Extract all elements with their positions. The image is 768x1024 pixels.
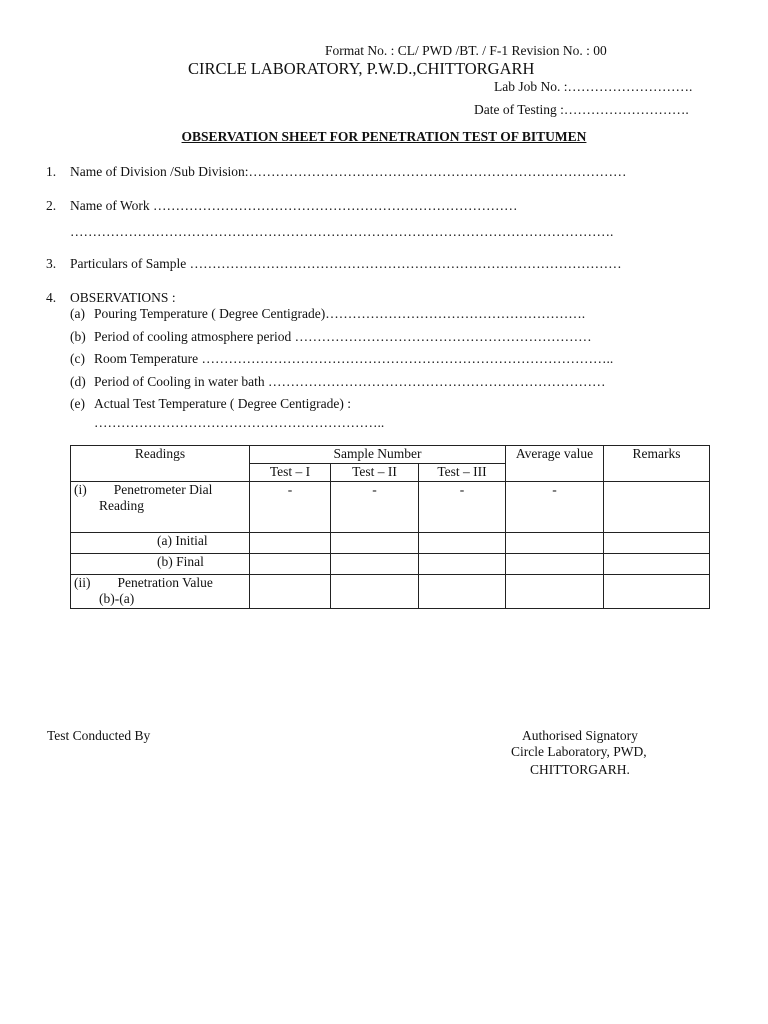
remarks-cell bbox=[604, 575, 710, 609]
final-reading-label: (b) Final bbox=[71, 554, 250, 575]
initial-reading-label: (a) Initial bbox=[71, 533, 250, 554]
test-conducted-by: Test Conducted By bbox=[47, 728, 151, 743]
readings-table bbox=[70, 445, 710, 609]
work-name-continuation: …………………………………………………………………………………………………………. bbox=[70, 224, 614, 239]
penetrometer-dial-label-line1: (i) Penetrometer Dial bbox=[74, 482, 213, 497]
water-bath-cooling-field: Period of Cooling in water bath ………………………………………………………………… bbox=[94, 374, 606, 389]
test-2-header: Test – II bbox=[331, 464, 419, 482]
authorised-signatory: Authorised Signatory bbox=[522, 728, 638, 743]
test-3-header: Test – III bbox=[419, 464, 506, 482]
work-name-field: Name of Work ……………………………………………………………………… bbox=[70, 198, 518, 213]
test-3-cell bbox=[419, 533, 506, 554]
observation-letter: (c) bbox=[70, 351, 85, 366]
observation-letter: (a) bbox=[70, 306, 85, 321]
penetration-value-label bbox=[71, 575, 250, 609]
item-number: 4. bbox=[46, 290, 57, 305]
observation-letter: (d) bbox=[70, 374, 86, 389]
date-of-testing-field: Date of Testing :………………………. bbox=[474, 102, 689, 117]
observation-letter: (b) bbox=[70, 329, 86, 344]
actual-test-temperature-field: Actual Test Temperature ( Degree Centigrade) : bbox=[94, 396, 352, 411]
test-2-cell bbox=[331, 533, 419, 554]
penetration-value-label-line1: (ii) Penetration Value bbox=[74, 575, 213, 590]
test-1-cell bbox=[250, 575, 331, 609]
division-field: Name of Division /Sub Division:………………………………………………………………………… bbox=[70, 164, 627, 179]
sample-particulars-field: Particulars of Sample …………………………………………………………………………………… bbox=[70, 256, 622, 271]
test-1-cell bbox=[250, 554, 331, 575]
item-number: 3. bbox=[46, 256, 57, 271]
test-1-cell: - bbox=[250, 482, 331, 533]
penetration-value-label-line2: (b)-(a) bbox=[99, 591, 135, 606]
test-1-cell bbox=[250, 533, 331, 554]
penetrometer-dial-label-line2: Reading bbox=[99, 498, 144, 513]
test-2-cell bbox=[331, 575, 419, 609]
remarks-cell bbox=[604, 554, 710, 575]
test-2-cell bbox=[331, 554, 419, 575]
authorised-lab-name: Circle Laboratory, PWD, bbox=[511, 744, 647, 759]
lab-heading: CIRCLE LABORATORY, P.W.D.,CHITTORGARH bbox=[188, 59, 535, 78]
average-cell bbox=[506, 575, 604, 609]
item-number: 1. bbox=[46, 164, 57, 179]
test-2-cell: - bbox=[331, 482, 419, 533]
penetrometer-dial-label bbox=[71, 482, 250, 533]
average-cell bbox=[506, 533, 604, 554]
observation-letter: (e) bbox=[70, 396, 85, 411]
actual-test-temperature-continuation: ……………………………………………………….. bbox=[94, 415, 385, 430]
sample-number-header: Sample Number bbox=[250, 446, 506, 464]
average-value-header: Average value bbox=[506, 446, 604, 482]
remarks-cell bbox=[604, 533, 710, 554]
lab-job-no-field: Lab Job No. :………………………. bbox=[494, 79, 693, 94]
test-3-cell bbox=[419, 575, 506, 609]
pouring-temperature-field: Pouring Temperature ( Degree Centigrade)…………………………………………………. bbox=[94, 306, 586, 321]
remarks-cell bbox=[604, 482, 710, 533]
table-row bbox=[71, 554, 710, 575]
average-cell: - bbox=[506, 482, 604, 533]
test-3-cell: - bbox=[419, 482, 506, 533]
average-cell bbox=[506, 554, 604, 575]
table-row bbox=[71, 575, 710, 609]
item-number: 2. bbox=[46, 198, 57, 213]
format-number-line: Format No. : CL/ PWD /BT. / F-1 Revision No. : 00 bbox=[325, 43, 607, 58]
authorised-location: CHITTORGARH. bbox=[530, 762, 630, 777]
test-3-cell bbox=[419, 554, 506, 575]
table-row bbox=[71, 482, 710, 533]
table-row bbox=[71, 533, 710, 554]
observations-heading: OBSERVATIONS : bbox=[70, 290, 176, 305]
cooling-atmosphere-field: Period of cooling atmosphere period ………………………………………………………… bbox=[94, 329, 592, 344]
sheet-title: OBSERVATION SHEET FOR PENETRATION TEST OF BITUMEN bbox=[181, 129, 587, 144]
remarks-header: Remarks bbox=[604, 446, 710, 482]
room-temperature-field: Room Temperature ……………………………………………………………………………….. bbox=[94, 351, 614, 366]
readings-header: Readings bbox=[71, 446, 250, 482]
test-1-header: Test – I bbox=[250, 464, 331, 482]
